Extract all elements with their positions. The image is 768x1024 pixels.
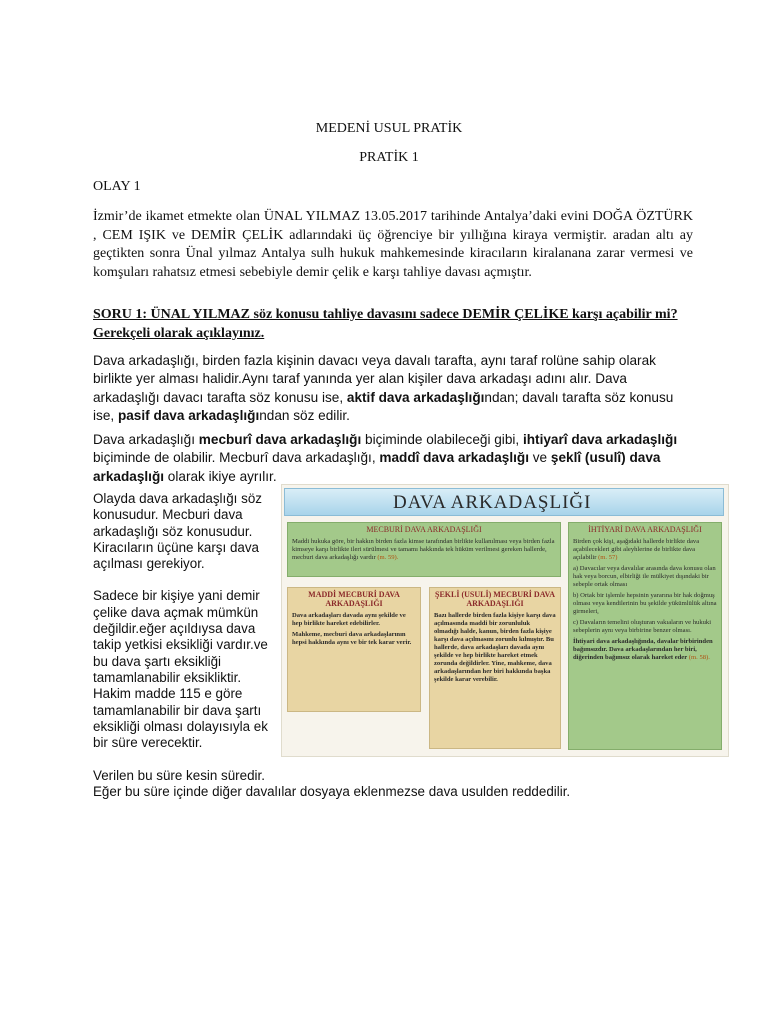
page-title: MEDENİ USUL PRATİK	[315, 121, 463, 136]
closing-line-1: Verilen bu süre kesin süredir.	[93, 768, 265, 783]
case-paragraph: İzmir’de ikamet etmekte olan ÜNAL YILMAZ 13.05.2017 tarihinde Antalya’daki evini DOĞA ÖZTÜRK , CEM IŞIK ve DEMİR ÇELİK adlarındaki üç öğrenciye bir yıllığına kiraya vermiştir. aradan altı ay geçtikten sonra Ünal yılmaz Antalya sulh hukuk mahkemesinde kiracıların kiralanana zarar vermesi ve komşuları rahatsız etmesi sebebiyle demir çelik e karşı tahliye davası açmıştır.	[93, 209, 693, 280]
answer-paragraph-1: Olayda dava arkadaşlığı söz konusudur. Mecburi dava arkadaşlığı söz konusudur. Kiracıların üçüne karşı dava açılması gerekiyor.	[93, 491, 262, 572]
answer-paragraph-3: Hakim madde 115 e göre tamamlanabilir bir dava şartı eksikliği olması dolayısıyla ek bir süre verecektir.	[93, 686, 268, 751]
answer-column	[93, 491, 283, 751]
infographic-banner: DAVA ARKADAŞLIĞI	[284, 488, 724, 516]
question-1: SORU 1: ÜNAL YILMAZ söz konusu tahliye davasını sadece DEMİR ÇELİKE karşı açabilir mi? Gerekçeli olarak açıklayınız.	[93, 307, 678, 341]
page-subtitle: PRATİK 1	[359, 150, 419, 165]
answer-paragraph-2: Sadece bir kişiye yani demir çelike dava açmak mümkün değildir.eğer açıldıysa dava takip yetkisi eksikliği vardır.ve bu dava şartı eksikliği tamamlanabilir eksikliktir.	[93, 588, 268, 685]
olay-heading: OLAY 1	[93, 179, 141, 194]
maddi-box: MADDİ MECBURİ DAVA ARKADAŞLIĞI Dava arkadaşları davada aynı şekilde ve hep birlikte hareket edebilirler. Mahkeme, mecburi dava arkadaşlarının hepsi hakkında aynı ve bir tek karar verir.	[287, 587, 421, 712]
closing-lines	[93, 768, 713, 801]
closing-line-2: Eğer bu süre içinde diğer davalılar dosyaya eklenmezse dava usulden reddedilir.	[93, 784, 571, 800]
types-paragraph: Dava arkadaşlığı mecburî dava arkadaşlığı biçiminde olabileceği gibi, ihtiyarî dava arkadaşlığı biçiminde de olabilir. Mecburî dava arkadaşlığı, maddî dava arkadaşlığı ve şeklî (usulî) dava arkadaşlığı olarak ikiye ayrılır.	[93, 432, 678, 484]
dava-arkadasligi-infographic	[281, 484, 729, 757]
mecburi-box: MECBURİ DAVA ARKADAŞLIĞI Maddi hukuka göre, bir hakkın birden fazla kimse tarafından birlikte kullanılması veya birden fazla kimseye karşı birlikte ileri sürülmesi ve tamamı hakkında tek hüküm verilmesi gereken hallerde, mecburi dava arkadaşlığı vardır (m. 59).	[287, 522, 561, 577]
ihtiyari-box: İHTİYARİ DAVA ARKADAŞLIĞI Birden çok kişi, aşağıdaki hallerde birlikte dava açabilecekleri gibi aleyhlerine de birlikte dava açılabilir (m. 57) a) Davacılar veya davalılar arasında dava konusu olan hak veya borcun, elbirliği ile mülkiyet dışındaki bir sebeple ortak olması b) Ortak bir işlemle hepsinin yararına bir hak doğmuş olması veya kendilerinin bu şekilde yükümlülük altına girmeleri, c) Davaların temelini oluşturan vakıaların ve hukuki sebeplerin aynı veya birbirine benzer olması. İhtiyari dava arkadaşlığında, davalar birbirinden bağımsızdır. Dava arkadaşlarından her biri, diğerinden bağımsız olarak hareket eder (m. 58).	[568, 522, 722, 750]
definition-paragraph: Dava arkadaşlığı, birden fazla kişinin davacı veya davalı tarafta, aynı taraf rolüne sahip olarak birlikte yer alması halidir.Aynı taraf yanında yer alan kişiler dava arkadaşı adını alır. Dava arkadaşlığı davacı tarafta söz konusu ise, aktif dava arkadaşlığından; davalı tarafta söz konusu ise, pasif dava arkadaşlığından söz edilir.	[93, 353, 674, 423]
sekli-box: ŞEKLİ (USULİ) MECBURİ DAVA ARKADAŞLIĞI Bazı hallerde birden fazla kişiye karşı dava açılmasında maddi bir zorunluluk olmadığı halde, kanun, birden fazla kişiye karşı dava açılmasını zorunlu kılmıştır. Bu hallerde, dava arkadaşları davada aynı şekilde ve hep birlikte hareket etmek zorunda değildirler. Yine, mahkeme, dava arkadaşlarından her biri hakkında başka şekilde karar verebilir.	[429, 587, 561, 749]
